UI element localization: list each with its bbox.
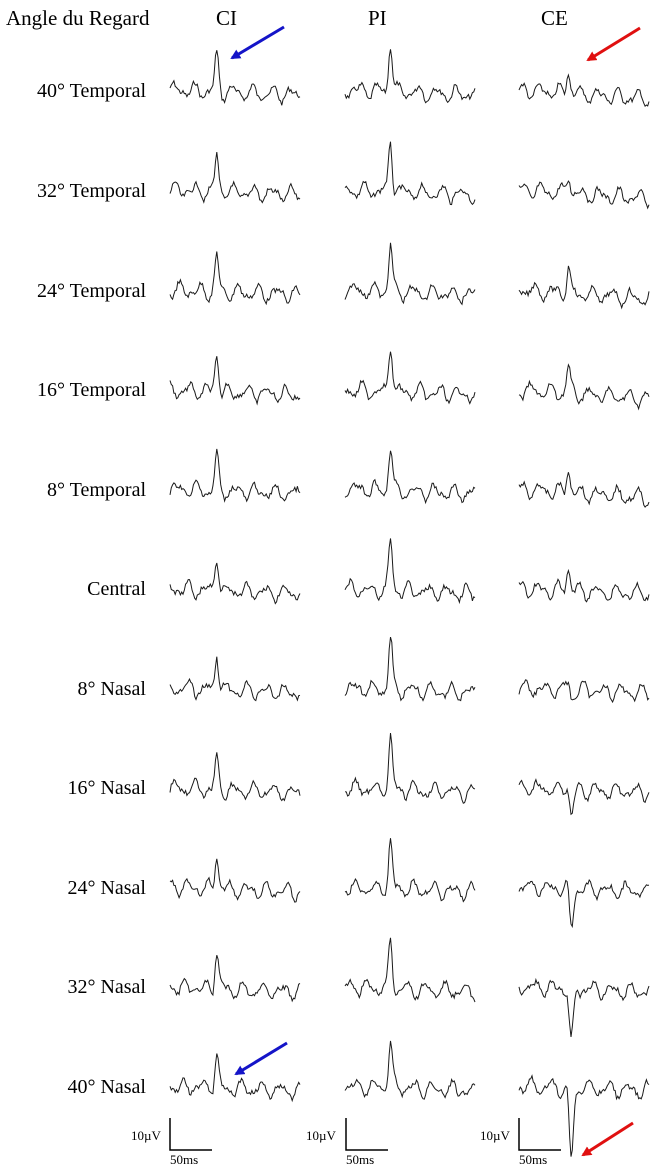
arrow-red-top: [588, 28, 640, 60]
column-header-pi: PI: [368, 6, 387, 30]
row-label-16-nasal: 16° Nasal: [67, 777, 146, 799]
row-label-16-temporal: 16° Temporal: [37, 379, 146, 401]
trace-pi-row-5: [345, 538, 475, 602]
scale-bar-pi: [346, 1118, 388, 1150]
trace-pi-row-1: [345, 142, 475, 205]
trace-ci-row-4: [170, 449, 300, 501]
scale-time-label-ce: 50ms: [519, 1152, 548, 1167]
row-axis-title: Angle du Regard: [6, 6, 150, 30]
trace-ci-row-5: [170, 563, 300, 604]
trace-pi-row-9: [345, 938, 475, 1002]
column-header-ci: CI: [216, 6, 237, 30]
arrow-blue-top: [232, 27, 284, 58]
trace-pi-row-7: [345, 733, 475, 803]
trace-ci-row-0: [170, 50, 300, 105]
row-label-32-temporal: 32° Temporal: [37, 180, 146, 202]
trace-pi-row-8: [345, 838, 475, 901]
column-header-ce: CE: [541, 6, 568, 30]
trace-ce-row-4: [519, 472, 649, 507]
trace-pi-row-4: [345, 451, 475, 503]
trace-ci-row-7: [170, 752, 300, 800]
scale-bar-ce: [519, 1118, 561, 1150]
row-label-central: Central: [87, 578, 146, 600]
scale-amplitude-label-ci: 10µV: [131, 1128, 161, 1143]
scale-bar-ci: [170, 1118, 212, 1150]
row-label-8-temporal: 8° Temporal: [47, 479, 146, 501]
trace-ci-row-1: [170, 152, 300, 202]
row-label-8-nasal: 8° Nasal: [77, 678, 146, 700]
row-label-40-temporal: 40° Temporal: [37, 80, 146, 102]
trace-ci-row-10: [170, 1054, 300, 1101]
scale-amplitude-label-pi: 10µV: [306, 1128, 336, 1143]
trace-ce-row-7: [519, 780, 649, 815]
trace-ce-row-1: [519, 181, 649, 208]
arrow-blue-bottom: [236, 1043, 287, 1074]
trace-ce-row-10: [519, 1076, 649, 1157]
trace-ce-row-8: [519, 880, 649, 927]
trace-layer: [170, 49, 649, 1156]
row-label-24-nasal: 24° Nasal: [67, 877, 146, 899]
arrow-red-bottom: [583, 1123, 633, 1155]
trace-pi-row-0: [345, 49, 475, 102]
trace-ci-row-3: [170, 356, 300, 403]
trace-ce-row-3: [519, 365, 649, 409]
trace-pi-row-6: [345, 637, 475, 701]
trace-ci-row-2: [170, 252, 300, 304]
trace-pi-row-2: [345, 243, 475, 304]
row-label-40-nasal: 40° Nasal: [67, 1076, 146, 1098]
trace-ce-row-5: [519, 571, 649, 602]
trace-ci-row-8: [170, 859, 300, 902]
trace-ce-row-2: [519, 266, 649, 308]
row-label-32-nasal: 32° Nasal: [67, 976, 146, 998]
scale-time-label-ci: 50ms: [170, 1152, 199, 1167]
trace-ce-row-0: [519, 75, 649, 106]
trace-pi-row-3: [345, 352, 475, 404]
row-label-24-temporal: 24° Temporal: [37, 280, 146, 302]
trace-ce-row-9: [519, 980, 649, 1037]
trace-pi-row-10: [345, 1041, 475, 1099]
trace-ci-row-9: [170, 955, 300, 1001]
scale-time-label-pi: 50ms: [346, 1152, 375, 1167]
trace-ci-row-6: [170, 657, 300, 701]
scale-amplitude-label-ce: 10µV: [480, 1128, 510, 1143]
trace-ce-row-6: [519, 680, 649, 702]
